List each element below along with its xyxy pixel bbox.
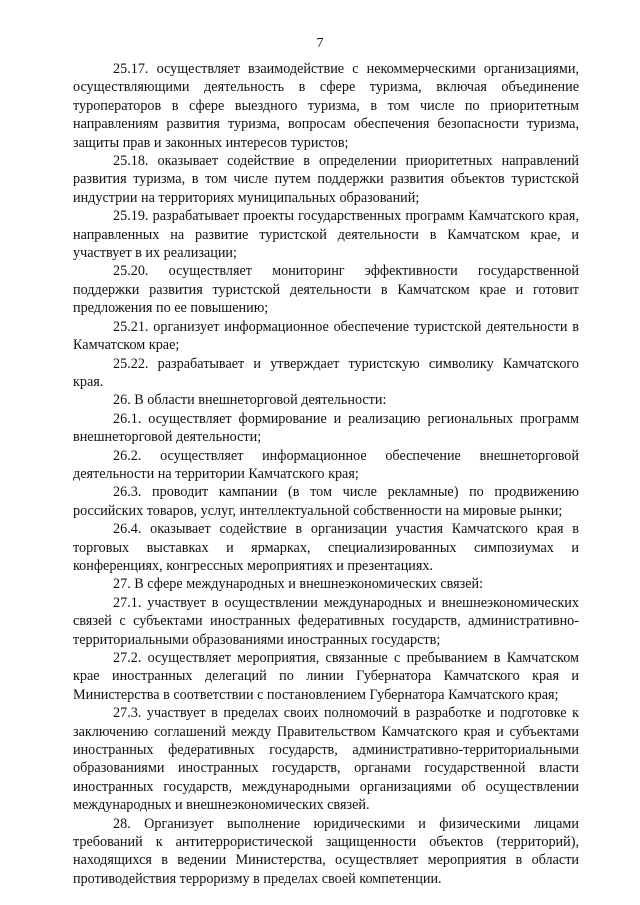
paragraph-25-18: 25.18. оказывает содействие в определении приоритетных направлений развития туризма, в том числе путем поддержки развития объектов туристской индустрии на территориях муниципальных образований; <box>73 153 579 206</box>
paragraph-28: 28. Организует выполнение юридическими и физическими лицами требований к антитеррористической защищенности объектов (территорий), находящихся в ведении Министерства, осуществляет мероприятия в области противодействия терроризму в пределах своей компетенции. <box>73 815 579 887</box>
paragraph-25-20: 25.20. осуществляет мониторинг эффективности государственной поддержки развития туристской деятельности в Камчатском крае и готовит предложения по ее повышению; <box>73 263 579 317</box>
paragraph-27-3: 27.3. участвует в пределах своих полномочий в разработке и подготовке к заключению соглашений между Правительством Камчатского края и субъектами иностранных федеративных государств, административно-территориальными образованиями иностранных государств, органами государственной власти иностранных государств, международными организациями об осуществлении международных и внешнеэкономических связей. <box>73 705 579 814</box>
paragraph-26-3: 26.3. проводит кампании (в том числе рекламные) по продвижению российских товаров, услуг, интеллектуальной собственности на мировые рынки; <box>73 484 579 519</box>
paragraph-27-1: 27.1. участвует в осуществлении международных и внешнеэкономических связей с субъектами иностранных федеративных государств, административно-территориальными образованиями иностранных государств; <box>73 594 579 648</box>
paragraph-25-17: 25.17. осуществляет взаимодействие с некоммерческими организациями, осуществляющими деятельность в сфере туризма, включая объединение туроператоров в сфере выездного туризма, в том числе по приоритетным направлениям развития туризма, вопросам обеспечения безопасности туризма, защиты прав и законных интересов туристов; <box>73 61 579 151</box>
paragraph-27-2: 27.2. осуществляет мероприятия, связанные с пребыванием в Камчатском крае иностранных делегаций по линии Губернатора Камчатского края и Министерства в соответствии с постановлением Губернатора Камчатского края; <box>73 650 579 703</box>
paragraph-26-4: 26.4. оказывает содействие в организации участия Камчатского края в торговых выставках и ярмарках, специализированных симпозиумах и конференциях, конгрессных мероприятиях и презентациях. <box>73 521 579 574</box>
paragraph-26-2: 26.2. осуществляет информационное обеспечение внешнеторговой деятельности на территории Камчатского края; <box>73 447 579 482</box>
paragraph-25-22: 25.22. разрабатывает и утверждает туристскую символику Камчатского края. <box>73 355 579 390</box>
paragraph-25-21: 25.21. организует информационное обеспечение туристской деятельности в Камчатском крае; <box>73 318 579 354</box>
section-heading-27: 27. В сфере международных и внешнеэкономических связей: <box>113 576 484 593</box>
paragraph-26-1: 26.1. осуществляет формирование и реализацию региональных программ внешнеторговой деятельности; <box>73 410 579 446</box>
paragraph-25-19: 25.19. разрабатывает проекты государственных программ Камчатского края, направленных на развитие туристской деятельности в Камчатском крае, и участвует в их реализации; <box>73 208 579 262</box>
section-heading-26: 26. В области внешнеторговой деятельности: <box>113 392 387 409</box>
page-number: 7 <box>316 36 324 51</box>
document-body <box>73 60 579 888</box>
